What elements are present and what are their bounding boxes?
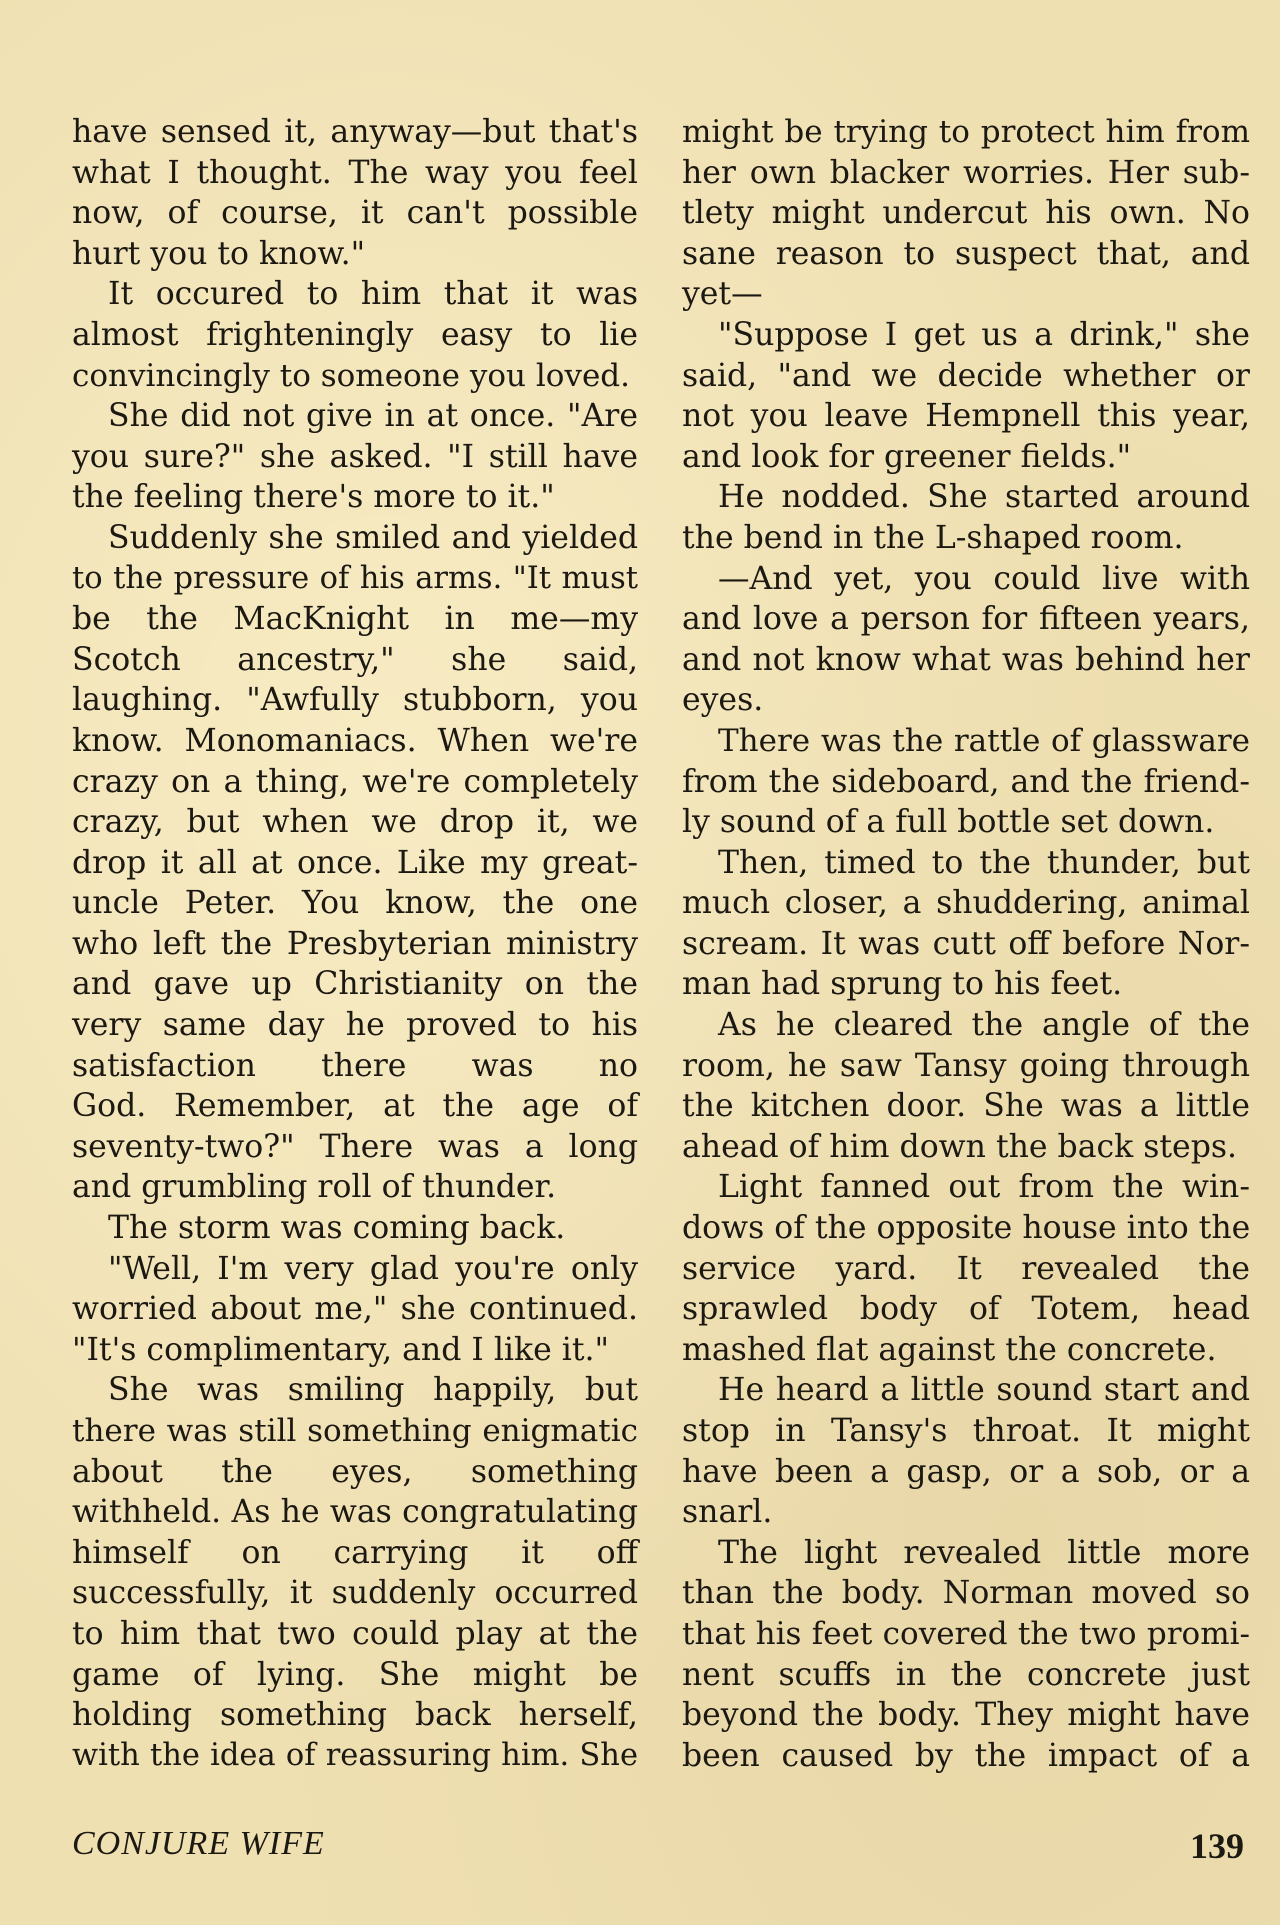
text-line: snarl. [682,1494,773,1531]
text-line: He heard a little sound start and [718,1372,1250,1409]
text-line: crazy, but when we drop it, we [72,804,638,841]
text-line: have sensed it, anyway—but that's [72,114,638,150]
text-line: Suddenly she smiled and yielded [108,519,638,556]
text-line: As he cleared the angle of the [718,1007,1250,1044]
text-line: holding something back herself, [72,1697,638,1734]
text-line: and grumbling roll of thunder. [72,1169,557,1206]
text-line: "Suppose I get us a drink," she [718,316,1250,353]
left-text-column [72,112,638,1776]
text-line: God. Remember, at the age of [72,1088,638,1125]
text-line: drop it all at once. Like my great- [72,844,638,881]
text-line: Scotch ancestry," she said, [72,641,638,678]
text-line: the feeling there's more to it." [72,479,555,516]
text-line: mashed flat against the concrete. [682,1331,1217,1368]
text-line: yet— [682,276,763,313]
text-line: nent scuffs in the concrete just [682,1656,1250,1693]
text-line: ahead of him down the back steps. [682,1128,1238,1165]
text-line: and gave up Christianity on the [72,966,638,1003]
text-line: She was smiling happily, but [108,1372,638,1409]
text-line: hurt you to know." [72,235,366,272]
text-line: be the MacKnight in me—my [72,601,638,638]
text-line: Light fanned out from the win- [718,1169,1250,1206]
running-footer-title: CONJURE WIFE [72,1825,325,1862]
text-line: now, of course, it can't possible [72,195,638,232]
text-line: withheld. As he was congratulating [72,1494,638,1531]
text-line: —And yet, you could live with [718,560,1250,597]
text-line: eyes. [682,682,764,719]
right-text-column [682,112,1250,1776]
text-line: He nodded. She started around [718,479,1250,516]
text-line: worried about me," she continued. [72,1291,638,1328]
text-line: game of lying. She might be [72,1656,638,1693]
text-line: service yard. It revealed the [682,1250,1250,1287]
text-line: than the body. Norman moved so [682,1575,1250,1612]
text-line: seventy-two?" There was a long [72,1128,638,1165]
text-line: "Well, I'm very glad you're only [108,1250,638,1287]
text-line: who left the Presbyterian ministry [72,925,638,962]
page-number: 139 [1190,1826,1244,1866]
text-line: ly sound of a full bottle set down. [682,804,1215,841]
text-line: and look for greener fields." [682,438,1132,475]
text-line: "It's complimentary, and I like it." [72,1331,609,1368]
text-line: the kitchen door. She was a little [682,1088,1250,1125]
text-line: She did not give in at once. "Are [108,398,638,435]
text-line: to the pressure of his arms. "It must [72,560,638,596]
text-line: tlety might undercut his own. No [682,195,1250,232]
text-line: very same day he proved to his [72,1007,638,1044]
text-line: that his feet covered the two promi- [682,1615,1250,1652]
text-line: uncle Peter. You know, the one [72,885,638,922]
text-line: the bend in the L-shaped room. [682,519,1184,556]
text-line: man had sprung to his feet. [682,966,1123,1003]
text-line: from the sideboard, and the friend- [682,763,1250,800]
text-line: to him that two could play at the [72,1615,638,1652]
text-line: her own blacker worries. Her sub- [682,154,1250,191]
text-line: sane reason to suspect that, and [682,235,1250,272]
text-line: successfully, it suddenly occurred [72,1575,638,1612]
text-line: The storm was coming back. [108,1210,566,1247]
text-line: convincingly to someone you loved. [72,357,630,394]
text-line: himself on carrying it off [72,1534,638,1571]
text-line: with the idea of reassuring him. She [72,1737,638,1773]
text-line: about the eyes, something [72,1453,638,1490]
text-line: know. Monomaniacs. When we're [72,722,638,759]
text-line: been caused by the impact of a [682,1737,1250,1774]
text-line: laughing. "Awfully stubborn, you [72,682,638,719]
text-line: almost frighteningly easy to lie [72,316,638,353]
text-line: room, he saw Tansy going through [682,1047,1250,1084]
text-line: satisfaction there was no [72,1047,638,1084]
text-line: scream. It was cutt off before Nor- [682,925,1250,962]
text-line: and not know what was behind her [682,641,1250,678]
text-line: and love a person for fifteen years, [682,601,1250,638]
text-line: crazy on a thing, we're completely [72,763,638,800]
text-line: It occured to him that it was [108,276,638,313]
text-line: what I thought. The way you feel [72,154,638,191]
text-line: might be trying to protect him from [682,114,1250,150]
text-line: there was still something enigmatic [72,1413,638,1449]
text-line: you sure?" she asked. "I still have [72,438,638,475]
text-line: beyond the body. They might have [682,1697,1250,1734]
text-line: The light revealed little more [718,1534,1250,1571]
text-line: have been a gasp, or a sob, or a [682,1453,1250,1490]
text-line: sprawled body of Totem, head [682,1291,1250,1328]
text-line: There was the rattle of glassware [718,722,1250,759]
text-line: said, "and we decide whether or [682,357,1250,394]
text-line: Then, timed to the thunder, but [718,844,1250,881]
text-line: stop in Tansy's throat. It might [682,1413,1250,1449]
text-line: much closer, a shuddering, animal [682,885,1250,922]
text-line: not you leave Hempnell this year, [682,398,1250,435]
text-line: dows of the opposite house into the [682,1210,1251,1247]
